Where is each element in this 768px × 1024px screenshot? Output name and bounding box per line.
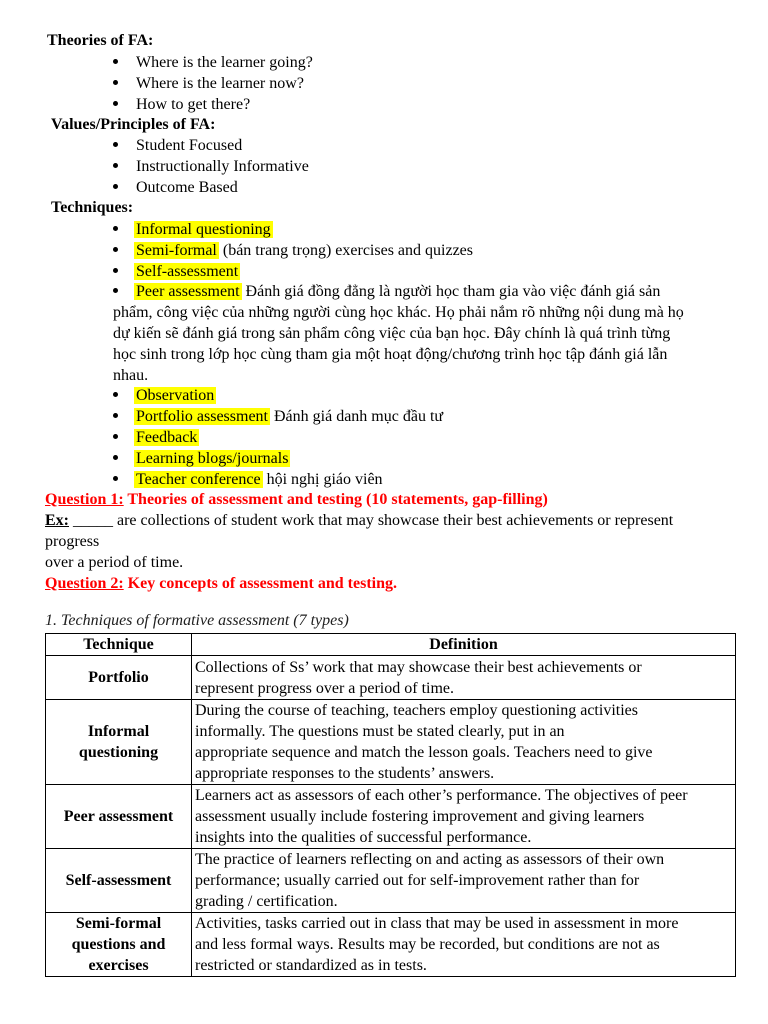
peer-description-line: nhau. (113, 367, 149, 384)
definition-line: restricted or standardized as in tests. (195, 957, 427, 974)
bullet-icon (113, 392, 118, 397)
highlighted-term: Feedback (136, 429, 198, 446)
highlighted-term: Self-assessment (136, 263, 239, 280)
technique-line: exercises (88, 957, 149, 974)
definition-line: represent progress over a period of time. (195, 679, 455, 697)
bullet-icon (113, 80, 118, 85)
technique-line: questions and (71, 936, 166, 953)
highlighted-term: Teacher conference (136, 471, 261, 488)
example-line: Ex: _____ are collections of student work that may showcase their best achievements or represent (45, 512, 674, 529)
bullet-icon (113, 268, 118, 273)
definition-line: Activities, tasks carried out in class that may be used in assessment in more (195, 915, 679, 932)
technique-cell (46, 785, 192, 849)
definition-line: informally. The questions must be stated clearly, put in an (195, 723, 565, 740)
definition-line: and less formal ways. Results may be recorded, but conditions are not as (195, 936, 660, 953)
table-header-row (46, 634, 736, 656)
technique-line: Informal (87, 723, 150, 740)
technique-line: Semi-formal (75, 915, 162, 932)
technique-line: Self-assessment (65, 872, 172, 889)
technique-cell (46, 656, 192, 700)
column-header-definition: Definition (192, 634, 736, 656)
example-line: progress (45, 533, 100, 550)
definition-line: Collections of Ss’ work that may showcase their best achievements or (195, 658, 642, 676)
techniques-heading: Techniques: (51, 199, 134, 216)
example-line: over a period of time. (45, 554, 184, 571)
definition-line: assessment usually include fostering improvement and giving learners (195, 808, 645, 825)
technique-line: questioning (78, 744, 159, 761)
bullet-icon (113, 247, 118, 252)
highlighted-term: Learning blogs/journals (136, 450, 289, 467)
peer-description-line: học sinh trong lớp học cùng tham gia một hoạt động/chương trình học tập đánh giá lẫn (113, 346, 668, 363)
definition-cell (192, 849, 736, 913)
theories-heading: Theories of FA: (47, 32, 154, 49)
highlighted-term: Semi-formal (136, 242, 217, 259)
bullet-icon (113, 163, 118, 168)
technique-line: Portfolio (88, 669, 149, 686)
definition-line: The practice of learners reflecting on and acting as assessors of their own (195, 851, 665, 868)
question-1-heading: Question 1: Theories of assessment and testing (10 statements, gap-filling) (45, 491, 548, 508)
definition-line: grading / certification. (195, 893, 338, 910)
technique-cell (46, 913, 192, 977)
table-row (46, 656, 736, 700)
definition-cell (192, 913, 736, 977)
technique-cell (46, 700, 192, 785)
definition-line: appropriate sequence and match the lesson goals. Teachers need to give (195, 744, 653, 761)
bullet-icon (113, 101, 118, 106)
definition-line: During the course of teaching, teachers employ questioning activities (195, 702, 638, 719)
definition-cell (192, 785, 736, 849)
bullet-icon (113, 455, 118, 460)
highlighted-term: Peer assessment (136, 283, 240, 300)
definition-line: insights into the qualities of successful performance. (195, 829, 532, 846)
bullet-icon (113, 226, 118, 231)
bullet-icon (113, 142, 118, 147)
bullet-icon (113, 184, 118, 189)
question-2-heading: Question 2: Key concepts of assessment and testing. (45, 575, 397, 592)
table-row (46, 849, 736, 913)
technique-cell (46, 849, 192, 913)
highlighted-term: Informal questioning (136, 221, 271, 238)
techniques-table (45, 633, 736, 977)
technique-line: Peer assessment (63, 808, 174, 825)
peer-description-line: dự kiến sẽ đánh giá trong sản phẩm công việc của bạn học. Đây chính là quá trình từng (113, 325, 671, 342)
highlighted-term: Observation (136, 387, 215, 404)
definition-cell (192, 656, 736, 700)
bullet-icon (113, 59, 118, 64)
definition-cell (192, 700, 736, 785)
bullet-icon (113, 476, 118, 481)
peer-description-line: phẩm, công việc của những người cùng học khác. Họ phải nắm rõ những nội dung mà họ (113, 304, 684, 321)
table-row (46, 700, 736, 785)
table-title: 1. Techniques of formative assessment (7 types) (45, 612, 349, 629)
column-header-technique: Technique (46, 634, 192, 656)
table-row (46, 913, 736, 977)
document-page: Theories of FA: Where is the learner going? Where is the learner now? How to get there? Values/Principles of FA: Student Focused Instructionally Informative Outcome Based Techniques: Informal questioning Semi-formal (bán trang trọng) exercises and quizzes Self-assessment Peer assessment Đánh giá đồng đẳng là người học tham gia vào việc đánh giá sản phẩm, công việc của những người cùng học khác. Họ phải nắm rõ những nội dung mà họ dự kiến sẽ đánh giá trong sản phẩm công việc của bạn học. Đây chính là quá trình từng học sinh trong lớp học cùng tham gia một hoạt động/chương trình học tập đánh giá lẫn nhau. Observation Portfolio assessment Đánh giá danh mục đầu tư Feedback Learning blogs/journals Teacher conference hội nghị giáo viên Question 1: Theories of assessment and testing (10 statements, gap-filling) Ex: _____ are collections of student work that may showcase their best achievements or represent progress over a period of time. Question 2: Key concepts of assessment and testing. 1. Techniques of formative assessment (7 types) Technique Definition Portfolio Collections of Ss’ work that may showcase their best achievements or represent progress over a period of time. Informal questioning During the course of teaching, teachers employ questioning activities informally. The questions must be stated clearly, put in an appropriate sequence and match the lesson goals. Teachers need to give appropriate responses to the students’ answers. Peer assessment Learners act as assessors of each other’s performance. The objectives of peer assessment usually include fostering improvement and giving learners insights into the qualities of successful performance. Self-assessment The practice of learners reflecting on and acting as assessors of their own performance; usually carried out for self-improvement rather than for grading / certification. Semi-formal questions and exercises Activities, tasks carried out in class that may be used in assessment in more and less formal ways. Results may be recorded, but conditions are not as restricted or standardized as in tests. (0, 0, 768, 1024)
bullet-icon (113, 413, 118, 418)
values-heading: Values/Principles of FA: (51, 116, 216, 133)
table-row (46, 785, 736, 849)
definition-line: Learners act as assessors of each other’s performance. The objectives of peer (195, 787, 688, 804)
definition-line: performance; usually carried out for self-improvement rather than for (195, 872, 640, 889)
bullet-icon (113, 434, 118, 439)
highlighted-term: Portfolio assessment (136, 408, 268, 425)
bullet-icon (113, 288, 118, 293)
definition-line: appropriate responses to the students’ answers. (195, 765, 495, 782)
